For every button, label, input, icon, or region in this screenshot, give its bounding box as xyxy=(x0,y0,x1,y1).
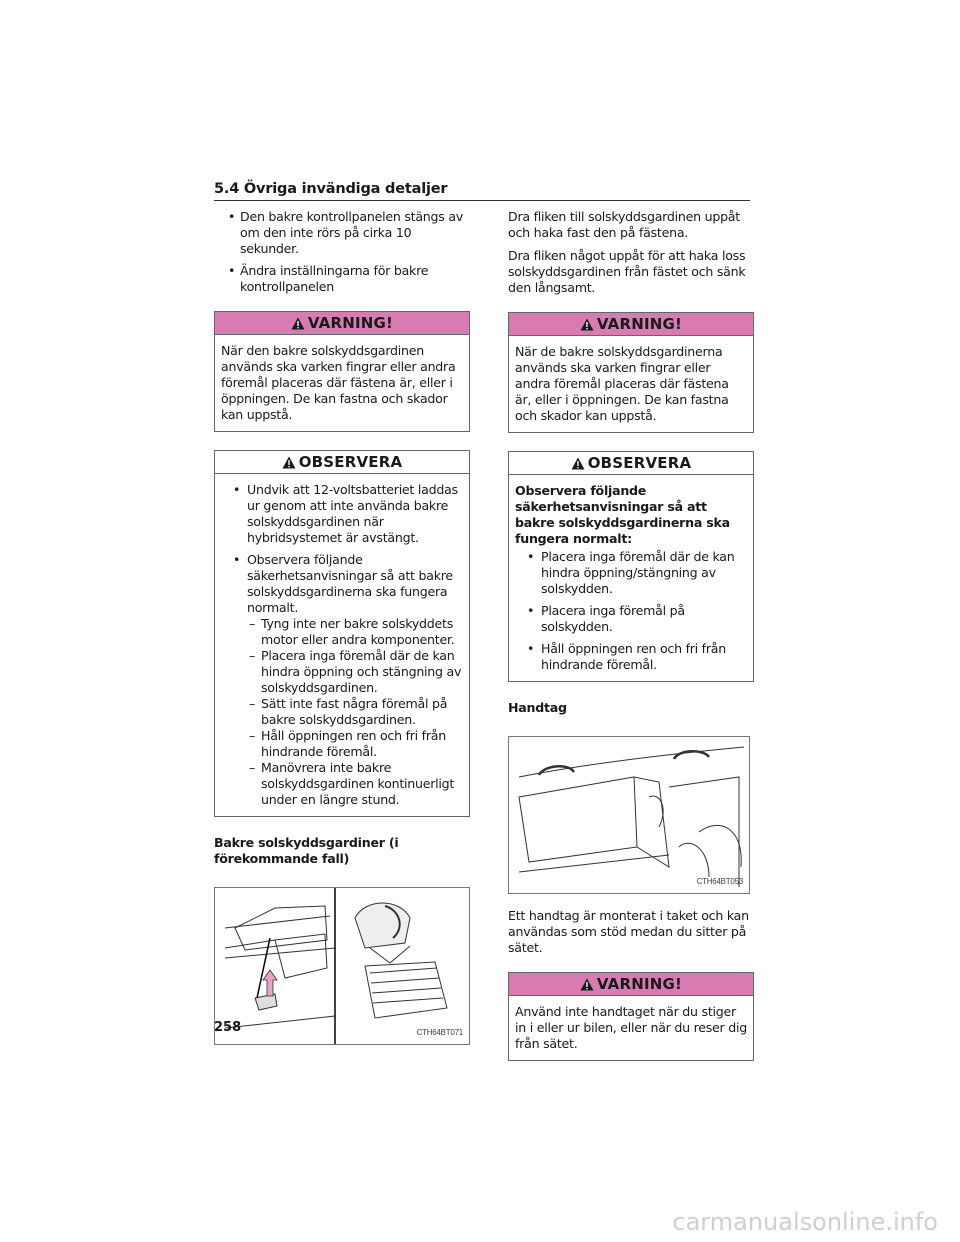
paragraph: Dra fliken något uppåt för att haka loss solskyddsgardinen från fästet och sänk den långsamt. xyxy=(508,248,746,295)
figure-code: CTH64BT071 xyxy=(416,1028,463,1037)
warning-header xyxy=(509,313,753,336)
sunshade-illustration xyxy=(214,887,470,1045)
subsection-title: Handtag xyxy=(508,700,567,715)
observera-bullet: • Undvik att 12-voltsbatteriet laddas ur genom att inte använda bakre solskyddsgardinen när hybridsystemet är avstängt. xyxy=(221,482,463,546)
observera-box xyxy=(214,450,470,817)
handle-drawing xyxy=(509,737,749,893)
warning-triangle-icon xyxy=(580,318,594,331)
observera-dash: – Håll öppningen ren och fri från hindrande föremål. xyxy=(221,728,463,760)
warning-text: Använd inte handtaget när du stiger in i eller ur bilen, eller när du reser dig från sätet. xyxy=(515,1004,747,1051)
figure-code: CTH64BT053 xyxy=(696,877,743,886)
warning-header xyxy=(215,312,469,335)
observera-dash: – Tyng inte ner bakre solskyddets motor eller andra komponenter. xyxy=(221,616,463,648)
subsection-title: Bakre solskyddsgardiner (i förekommande fall) xyxy=(214,835,399,866)
warning-header xyxy=(509,973,753,996)
warning-box xyxy=(214,311,470,432)
observera-dash: – Sätt inte fast några föremål på bakre solskyddsgardinen. xyxy=(221,696,463,728)
observera-lead: Observera följande säkerhetsanvisningar så att bakre solskyddsgardinerna ska fungera normalt: xyxy=(515,483,730,546)
warning-box xyxy=(508,312,754,433)
observera-bullet: • Observera följande säkerhetsanvisningar så att bakre solskyddsgardinerna ska fungera normalt. xyxy=(221,552,463,616)
observera-body xyxy=(509,475,753,681)
page-number: 258 xyxy=(214,1020,242,1035)
right-column xyxy=(508,209,754,1079)
section-title: 5.4 Övriga invändiga detaljer xyxy=(214,181,448,197)
observera-dash: – Manövrera inte bakre solskyddsgardinen kontinuerligt under en längre stund. xyxy=(221,760,463,808)
observera-bullet: • Håll öppningen ren och fri från hindrande föremål. xyxy=(515,641,747,673)
warning-title: VARNING! xyxy=(596,315,683,333)
paragraph: Dra fliken till solskyddsgardinen uppåt och haka fast den på fästena. xyxy=(508,209,740,240)
warning-text: När de bakre solskyddsgardinerna används ska varken fingrar eller andra föremål placeras där fästena är, eller i öppningen. De kan fastna och skador kan uppstå. xyxy=(515,344,729,423)
warning-triangle-icon xyxy=(291,317,305,330)
observera-box xyxy=(508,451,754,682)
warning-box xyxy=(508,972,754,1061)
observera-bullet: • Placera inga föremål där de kan hindra öppning/stängning av solskydden. xyxy=(515,549,747,597)
intro-bullet: • Den bakre kontrollpanelen stängs av om den inte rörs på cirka 10 sekunder. xyxy=(214,209,470,257)
observera-header xyxy=(215,451,469,474)
handle-illustration xyxy=(508,736,750,894)
warning-triangle-icon xyxy=(571,457,585,470)
observera-bullet: • Placera inga föremål på solskydden. xyxy=(515,603,747,635)
observera-header xyxy=(509,452,753,475)
warning-text: När den bakre solskyddsgardinen används ska varken fingrar eller andra föremål placeras där fästena är, eller i öppningen. De kan fastna och skador kan uppstå. xyxy=(221,343,456,422)
observera-title: OBSERVERA xyxy=(298,453,403,471)
page-header xyxy=(214,178,750,201)
intro-bullet: • Ändra inställningarna för bakre kontrollpanelen xyxy=(214,263,470,295)
warning-title: VARNING! xyxy=(596,975,683,993)
left-column xyxy=(214,209,470,1045)
sunshade-drawing xyxy=(215,888,469,1044)
warning-triangle-icon xyxy=(282,456,296,469)
warning-title: VARNING! xyxy=(307,314,394,332)
observera-dash: – Placera inga föremål där de kan hindra öppning och stängning av solskyddsgardinen. xyxy=(221,648,463,696)
warning-triangle-icon xyxy=(580,978,594,991)
observera-title: OBSERVERA xyxy=(587,454,692,472)
observera-body xyxy=(215,474,469,816)
watermark: carmanualsonline.info xyxy=(672,1208,938,1236)
paragraph: Ett handtag är monterat i taket och kan användas som stöd medan du sitter på sätet. xyxy=(508,908,749,955)
